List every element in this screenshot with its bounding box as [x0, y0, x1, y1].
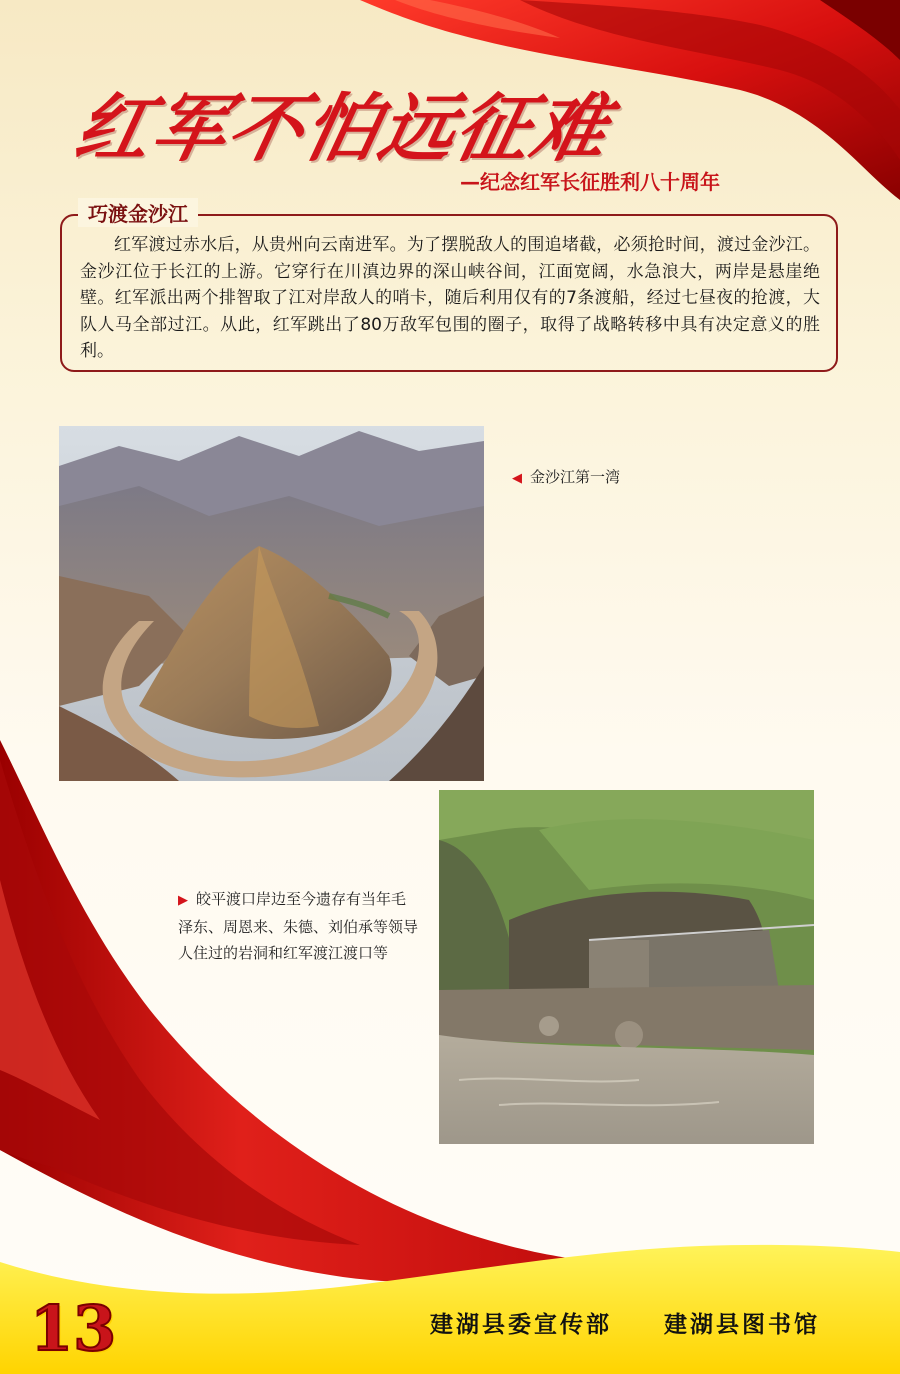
page-number: 13: [30, 1292, 117, 1365]
caption-text: 金沙江第一湾: [530, 468, 621, 486]
photo-river-bend: [59, 426, 484, 781]
body-paragraph: 红军渡过赤水后，从贵州向云南进军。为了摆脱敌人的围追堵截，必须抢时间，渡过金沙江。金沙江位于长江的上游。它穿行在川滇边界的深山峡谷间，江面宽阔，水急浪大，两岸是悬崖绝壁。红军派出两个排智取了江对岸敌人的哨卡，随后利用仅有的7条渡船，经过七昼夜的抢渡，大队人马全部过江。从此，红军跳出了80万敌军包围的圈子，取得了战略转移中具有决定意义的胜利。: [80, 235, 820, 361]
caption-text: 皎平渡口岸边至今遗存有当年毛泽东、周恩来、朱德、刘伯承等领导人住过的岩洞和红军渡江渡口等: [178, 890, 419, 962]
triangle-right-icon: ▶: [178, 893, 188, 908]
subtitle: —纪念红军长征胜利八十周年: [460, 170, 720, 194]
photo-caption-river-bend: [512, 466, 620, 487]
section-title: 巧渡金沙江: [78, 198, 198, 227]
calligraphy-title: 红军不怕远征难: [67, 86, 618, 172]
triangle-left-icon: ◀: [512, 471, 522, 486]
footer-org-library: 建湖县图书馆: [664, 1312, 820, 1338]
photo-caption-ferry-crossing: [178, 886, 418, 966]
photo-ferry-crossing: [439, 790, 814, 1144]
footer-org-propaganda-dept: 建湖县委宣传部: [430, 1312, 612, 1338]
